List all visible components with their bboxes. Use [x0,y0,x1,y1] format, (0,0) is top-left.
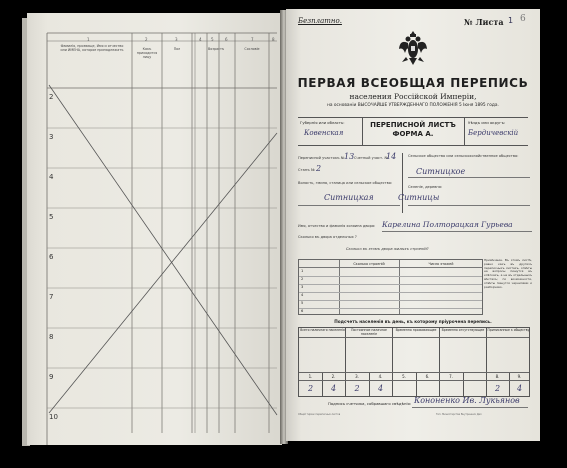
census-title: ПЕРВАЯ ВСЕОБЩАЯ ПЕРЕПИСЬ [297,76,529,90]
col-num-7: 7. [449,374,453,379]
free-label: Безплатно. [298,17,342,25]
col-num-8: 8. [495,374,500,379]
row-number-9: 9 [49,373,54,381]
guberniya-value: Ковенская [304,129,344,137]
col-number-8: 8 [272,37,275,42]
form-title [363,121,463,139]
uezd-value: Бердичевскій [468,129,519,137]
sheet-number-label: № Листа [464,17,504,27]
col-number-4: 4 [199,37,202,42]
col-num-4: 4. [378,374,383,379]
society-value: Ситницкое [416,167,466,176]
head-total: Всего наличнаго населенія [300,328,345,332]
buildings-row-4: 4 [301,293,304,297]
footer-left: Общій тираж переписных листов [298,413,341,416]
value-1: 2 [307,384,314,393]
row-number-10: 10 [49,413,58,421]
schetny-label: Счетный участ. № [354,156,389,160]
society-label: Сельское общество или сельскохозяйственное общество: [408,154,519,158]
row-number-8: 8 [49,333,54,341]
form-title-line2: ФОРМА А. [392,130,434,138]
left-head-relation: Какъ приходится лицу [136,47,158,59]
signature-value: Кононенко Ив. Лукьянов [414,396,520,405]
buildings-col1: Сколько строеній [339,260,399,268]
side-note: Примѣчаніе. Въ этомъ листѣ, равно какъ въ другихъ переписныхъ листахъ, отвѣты на вопросы пишутся въ клѣткахъ, а не въ отдельныхъ мѣстахъ; по возможности, отвѣты пишутся чернилами и разборчиво. [484,258,532,289]
buildings-col2: Число этажей [399,260,483,268]
col-number-5: 5 [211,37,214,42]
left-head-main: Фамилія, прозвище, Имя и отчество или ИМЕНА, которое принадлежатъ [60,44,124,52]
footer-right: Тип. Министерства Внутренних Дел [436,413,482,416]
row-number-2: 2 [49,93,54,101]
buildings-row-6: 6 [301,309,304,313]
col-number-3: 3 [175,37,178,42]
double-headed-eagle-icon [398,29,428,71]
selenie-label: Селеніе, деревня: [408,185,443,189]
col-num-1: 1. [308,374,313,379]
left-head-sex: Пол [173,47,181,51]
buildings-row-5: 5 [301,301,304,305]
col-number-2: 2 [145,37,148,42]
col-num-5: 5. [402,374,406,379]
population-count-table [298,327,530,397]
section-title: Подсчетъ населенія въ день, къ которому пріурочена перепись. [334,319,492,324]
buildings-table [298,259,483,315]
col-num-9: 9. [517,374,522,379]
col-number-6: 6 [225,37,228,42]
signature-label: Подпись счетчика, собравшаго свѣдѣнія: [328,401,412,406]
value-3: 2 [354,384,360,393]
sheet-number-value: 1 [508,16,514,25]
volost-label: Волость, гмина, станица или сельское общество: [298,181,393,185]
value-9: 4 [516,384,523,393]
question-dwellings: Сколько въ двора отдельных ? [298,235,357,239]
col-num-2: 2. [331,374,336,379]
uchastok-label: Переписной участокъ № [298,156,345,160]
left-page [27,13,282,445]
row-number-6: 6 [49,253,54,261]
row-number-4: 4 [49,173,54,181]
row-number-7: 7 [49,293,54,301]
head-permanent: Постоянное наличное населеніе [351,328,387,336]
census-basis: на основаніи ВЫСОЧАЙШЕ УТВЕРЖДЕННАГО ПОЛОЖЕНІЯ 5 Іюня 1895 года. [327,103,499,108]
buildings-row-3: 3 [301,285,304,289]
head-temp-absent: Временно отсутствующее [441,328,485,332]
row-number-3: 3 [49,133,54,141]
question-buildings: Сколько въ этомъ двора жилыхъ строеній? [346,247,429,251]
col-number-7: 7 [251,37,254,42]
schetny-value: 14 [386,152,397,161]
census-subtitle: населения Россійской Имперіи, [349,92,477,101]
owner-label: Имя, отчество и фамилія хозяина двора: [298,224,376,228]
stan-label: Станъ № [298,168,315,172]
volost-value: Ситницкая [324,193,374,202]
right-page [286,9,540,441]
stan-value: 2 [316,164,322,173]
head-assigned: Приписанные к обществу [487,328,530,332]
left-head-age: Возрастъ [208,47,225,51]
buildings-row-2: 2 [301,277,304,281]
col-num-3: 3. [355,374,359,379]
left-head-estate: Сословіе [244,47,260,51]
value-4: 4 [377,384,384,393]
value-8: 2 [494,384,501,393]
value-2: 4 [330,384,337,393]
row-number-5: 5 [49,213,54,221]
form-header-row [298,117,528,146]
head-temp-living: Временно проживающее [395,328,437,332]
form-title-line1: ПЕРЕПИСНОЙ ЛИСТЪ [370,121,456,129]
guberniya-label: Губернія или область: [300,120,345,125]
uchastok-value: 13 [344,152,355,161]
owner-value: Карелина Полторацкая Гурьева [382,220,513,229]
page-mark: 6 [520,14,526,24]
uezd-label: Уѣздъ или округъ: [468,120,506,125]
left-page-grid [27,13,282,445]
selenie-value: Ситницы [398,193,440,202]
col-number-1: 1 [87,37,90,42]
col-num-6: 6. [425,374,430,379]
buildings-row-1: 1 [301,269,304,273]
